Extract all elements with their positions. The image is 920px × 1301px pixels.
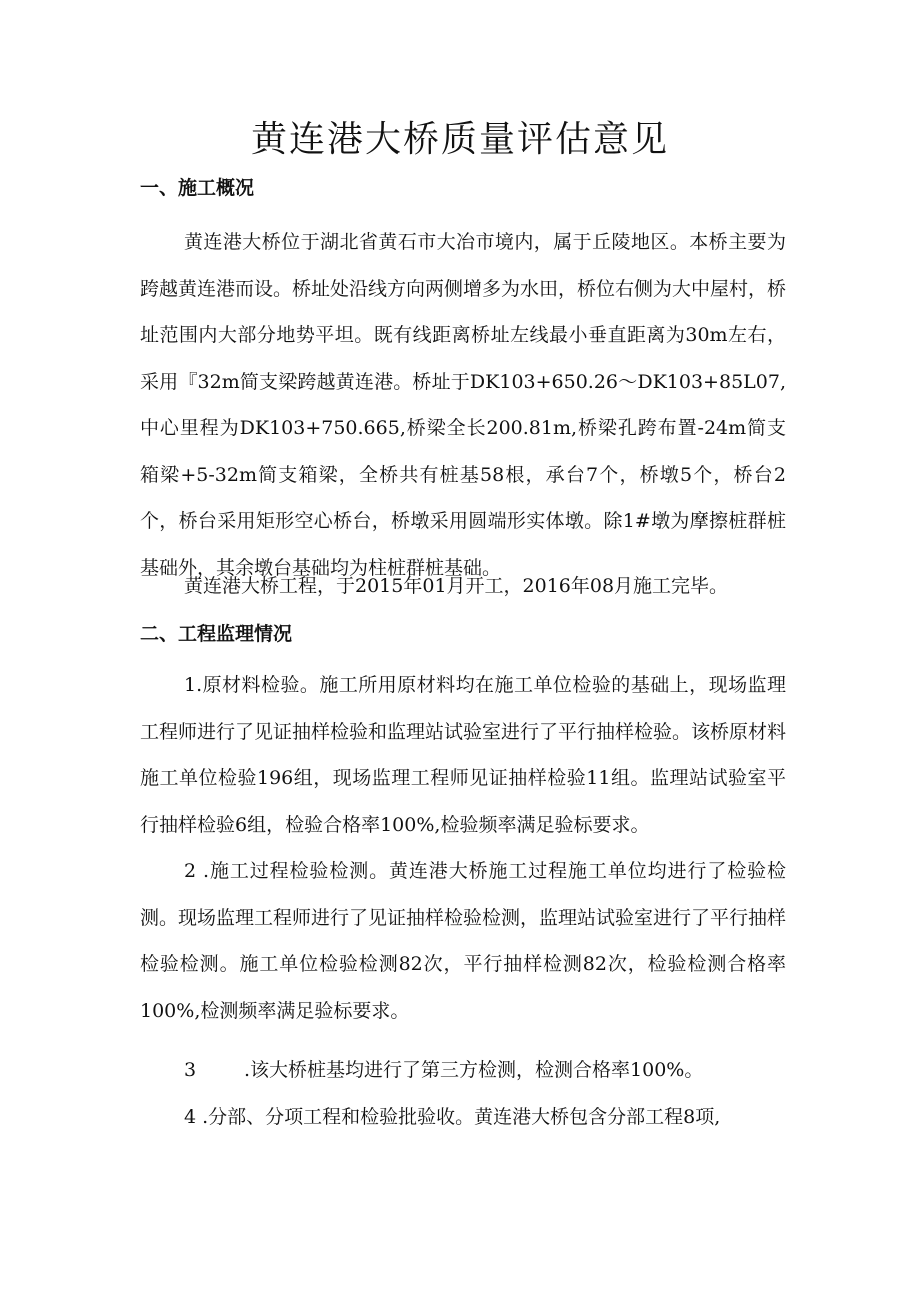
item-third-party-test: .该大桥桩基均进行了第三方检测，检测合格率100%。 xyxy=(244,1059,704,1081)
document-title: 黄连港大桥质量评估意见 xyxy=(250,119,669,160)
item-third-party-test-number: 3 xyxy=(184,1059,197,1081)
item-acceptance: 4 .分部、分项工程和检验批验收。黄连港大桥包含分部工程8项, xyxy=(184,1106,721,1128)
item-process-inspection: 2 .施工过程检验检测。黄连港大桥施工过程施工单位均进行了检验检测。现场监理工程师进行了见证抽样检验检测，监理站试验室进行了平行抽样检验检测。施工单位检验检测82次，平行抽样检测82次，检验检测合格率100%,检测频率满足验标要求。 xyxy=(140,860,787,1022)
paragraph-bridge-overview: 黄连港大桥位于湖北省黄石市大冶市境内，属于丘陵地区。本桥主要为跨越黄连港而设。桥址处沿线方向两侧增多为水田，桥位右侧为大中屋村，桥址范围内大部分地势平坦。既有线距离桥址左线最小垂直距离为30m左右，采用『32m简支梁跨越黄连港。桥址于DK103+650.26～DK103+85L07,中心里程为DK103+750.665,桥梁全长200.81m,桥梁孔跨布置-24m简支箱梁+5-32m简支箱梁，全桥共有桩基58根，承台7个，桥墩5个，桥台2个，桥台采用矩形空心桥台，桥墩采用圆端形实体墩。除1#墩为摩擦桩群桩基础外，其余墩台基础均为柱桩群桩基础。 xyxy=(140,231,787,579)
section-heading-construction-overview: 一、施工概况 xyxy=(140,177,255,199)
paragraph-construction-dates: 黄连港大桥工程，于2015年01月开工，2016年08月施工完毕。 xyxy=(184,575,729,597)
item-raw-material-inspection: 1.原材料检验。施工所用原材料均在施工单位检验的基础上，现场监理工程师进行了见证抽样检验和监理站试验室进行了平行抽样检验。该桥原材料施工单位检验196组，现场监理工程师见证抽样检验11组。监理站试验室平行抽样检验6组，检验合格率100%,检验频率满足验标要求。 xyxy=(140,674,787,836)
section-heading-supervision: 二、工程监理情况 xyxy=(140,623,293,645)
